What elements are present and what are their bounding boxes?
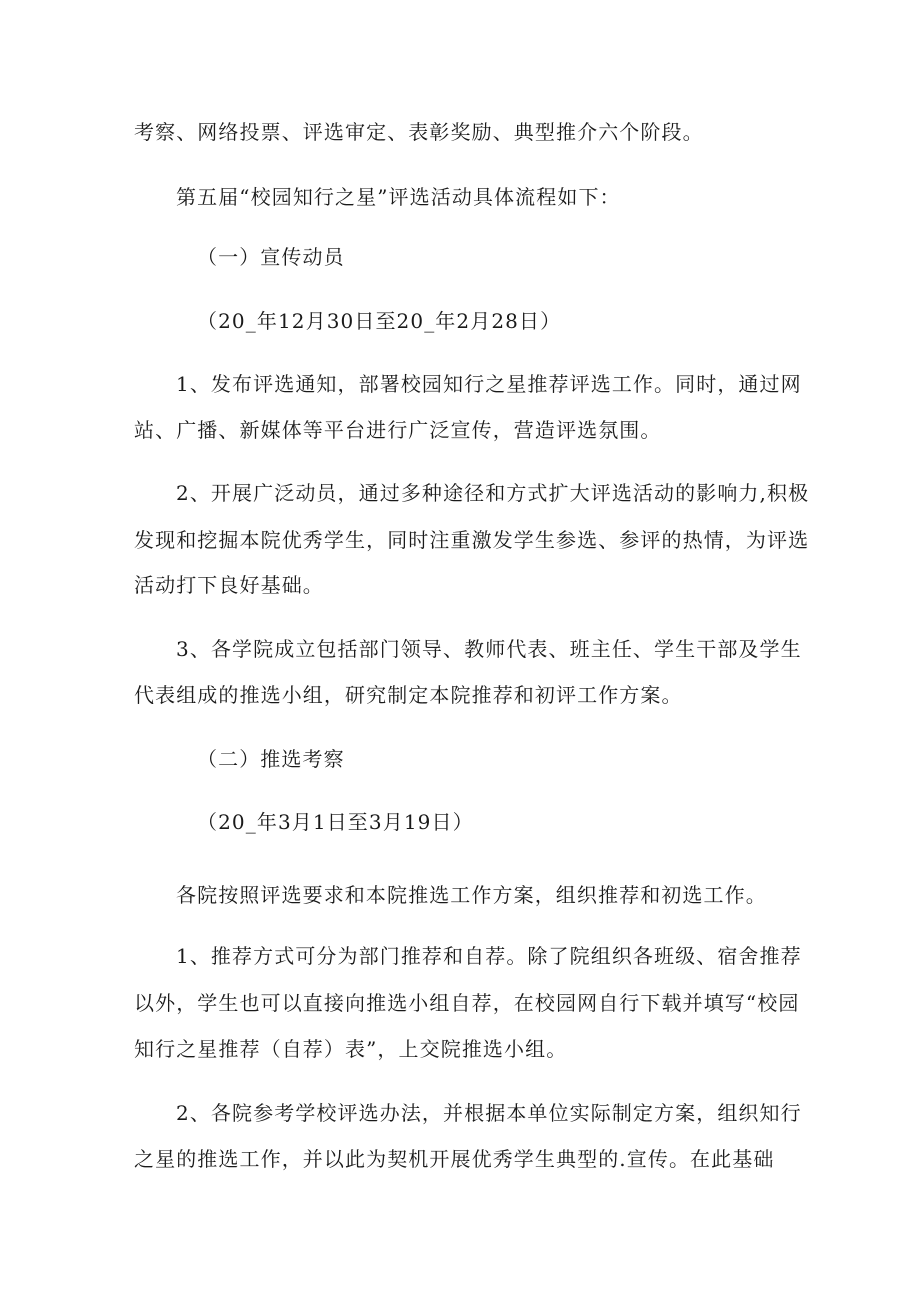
text-line-17: 知行之星推荐（自荐）表”，上交院推选小组。: [134, 1037, 568, 1061]
text-line-6: 站、广播、新媒体等平台进行广泛宣传，营造评选氛围。: [134, 418, 662, 442]
text-line-14: 各院按照评选要求和本院推选工作方案，组织推荐和初选工作。: [176, 883, 767, 907]
text-line-18: 2、各院参考学校评选办法，并根据本单位实际制定方案，组织知行: [176, 1101, 802, 1125]
text-line-2: 第五届“校园知行之星”评选活动具体流程如下：: [176, 185, 621, 209]
text-line-8: 发现和挖掘本院优秀学生，同时注重激发学生参选、参评的热情，为评选: [134, 528, 810, 552]
text-line-10: 3、各学院成立包括部门领导、教师代表、班主任、学生干部及学生: [176, 637, 802, 661]
date-range-2: （20_年3月1日至3月19日）: [197, 810, 474, 834]
text-line-11: 代表组成的推选小组，研究制定本院推荐和初评工作方案。: [134, 683, 683, 707]
text-line-9: 活动打下良好基础。: [134, 573, 324, 597]
section-heading-1: （一）宣传动员: [197, 245, 345, 269]
text-line-15: 1、推荐方式可分为部门推荐和自荐。除了院组织各班级、宿舍推荐: [176, 944, 802, 968]
text-line-16: 以外，学生也可以直接向推选小组自荐，在校园网自行下载并填写“校园: [134, 991, 800, 1015]
text-line-7: 2、开展广泛动员，通过多种途径和方式扩大评选活动的影响力,积极: [176, 481, 810, 505]
text-line-19: 之星的推选工作，并以此为契机开展优秀学生典型的.宣传。在此基础: [134, 1147, 775, 1171]
section-heading-2: （二）推选考察: [197, 747, 345, 771]
text-line-1: 考察、网络投票、评选审定、表彰奖励、典型推介六个阶段。: [134, 120, 704, 144]
date-range-1: （20_年12月30日至20_年2月28日）: [197, 309, 562, 333]
text-line-5: 1、发布评选通知，部署校园知行之星推荐评选工作。同时，通过网: [176, 372, 802, 396]
